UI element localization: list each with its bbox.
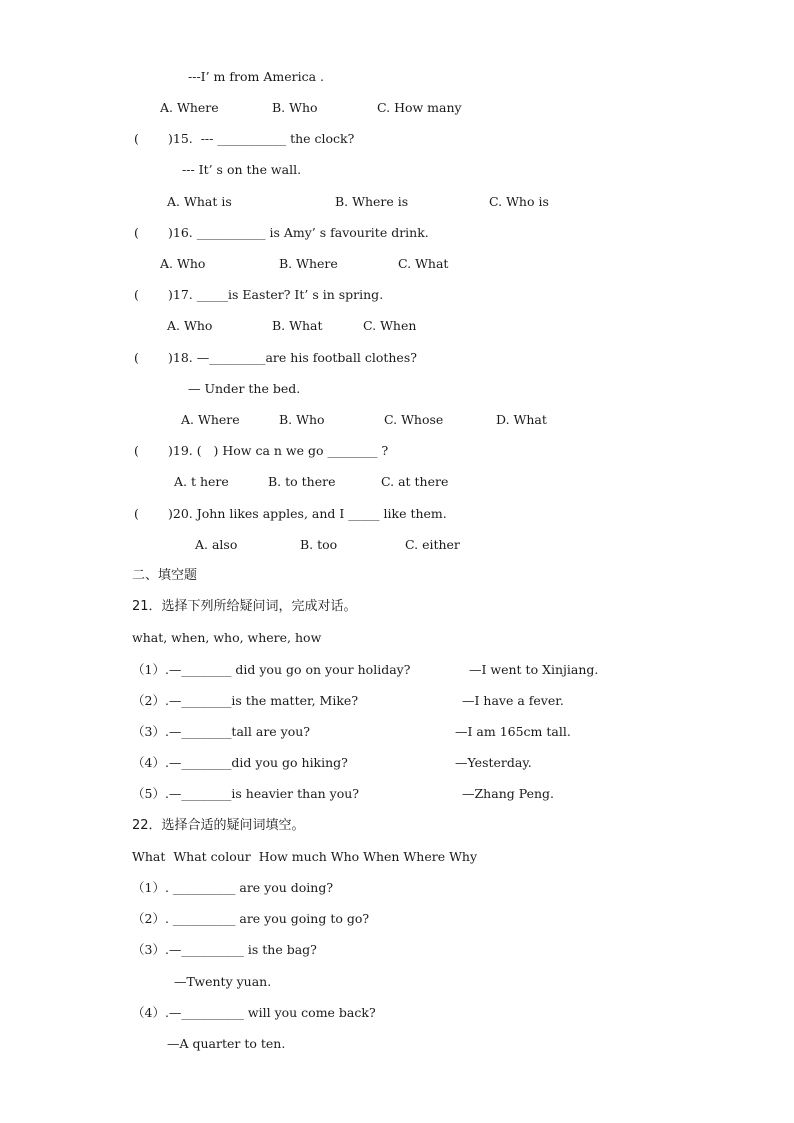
q15-option-b: B. Where is [335,194,409,209]
q20-bracket: ( [134,506,139,521]
q21-item-3-answer: —I am 165cm tall. [455,724,571,739]
q18-bracket: ( [134,350,139,365]
q15-option-a: A. What is [167,194,232,209]
q21-item-5: （5）.—________is heavier than you? [132,786,360,801]
q16-bracket: ( [134,225,139,240]
q21-item-1: （1）.—________ did you go on your holiday? [132,662,411,677]
q22-item-1: （1）. __________ are you doing? [132,880,334,895]
q21-item-4: （4）.—________did you go hiking? [132,755,348,770]
q15-bracket: ( [134,131,139,146]
q21-item-1-answer: —I went to Xinjiang. [469,662,599,677]
q18-answer-line: — Under the bed. [188,381,301,396]
q15-option-c: C. Who is [489,194,549,209]
q18-option-b: B. Who [279,412,325,427]
q22-item-4: （4）.—__________ will you come back? [132,1005,376,1020]
q22-item-3: （3）.—__________ is the bag? [132,942,317,957]
q16-question: )16. ___________ is Amy’ s favourite drink. [168,225,429,240]
q20-option-a: A. also [195,537,238,552]
q22-item-2: （2）. __________ are you going to go? [132,911,370,926]
q22-item-4-answer: —A quarter to ten. [167,1036,286,1051]
q19-option-c: C. at there [381,474,449,489]
q18-option-a: A. Where [181,412,240,427]
q22-item-3-answer: —Twenty yuan. [174,974,272,989]
q16-option-b: B. Where [279,256,338,271]
q15-answer-line: --- It’ s on the wall. [182,162,302,177]
q21-item-3: （3）.—________tall are you? [132,724,311,739]
q22-instruction: 22．选择合适的疑问词填空。 [132,818,305,833]
q19-option-a: A. t here [174,474,229,489]
section-heading: 二、填空题 [132,568,198,583]
q18-option-d: D. What [496,412,547,427]
q16-option-a: A. Who [160,256,206,271]
q18-option-c: C. Whose [384,412,444,427]
q21-word-bank: what, when, who, where, how [132,630,322,645]
q16-option-c: C. What [398,256,449,271]
q21-item-2-answer: —I have a fever. [462,693,564,708]
q19-bracket: ( [134,443,139,458]
q20-option-b: B. too [300,537,338,552]
q19-option-b: B. to there [268,474,336,489]
q22-word-bank: What What colour How much Who When Where Why [132,849,478,864]
q14-option-c: C. How many [377,100,462,115]
q20-option-c: C. either [405,537,460,552]
q21-item-5-answer: —Zhang Peng. [462,786,554,801]
q21-item-2: （2）.—________is the matter, Mike? [132,693,359,708]
q21-instruction: 21．选择下列所给疑问词，完成对话。 [132,599,357,614]
q17-question: )17. _____is Easter? It’ s in spring. [168,287,384,302]
q17-bracket: ( [134,287,139,302]
q17-option-c: C. When [363,318,417,333]
q20-question: )20. John likes apples, and I _____ like them. [168,506,447,521]
q21-item-4-answer: —Yesterday. [455,755,532,770]
q14-answer-line: ---I’ m from America . [188,69,324,84]
q15-question: )15. --- ___________ the clock? [168,131,355,146]
q14-option-a: A. Where [160,100,219,115]
q14-option-b: B. Who [272,100,318,115]
q17-option-a: A. Who [167,318,213,333]
q19-question: )19. ( ) How ca n we go ________ ? [168,443,389,458]
q17-option-b: B. What [272,318,323,333]
q18-question: )18. —_________are his football clothes? [168,350,417,365]
